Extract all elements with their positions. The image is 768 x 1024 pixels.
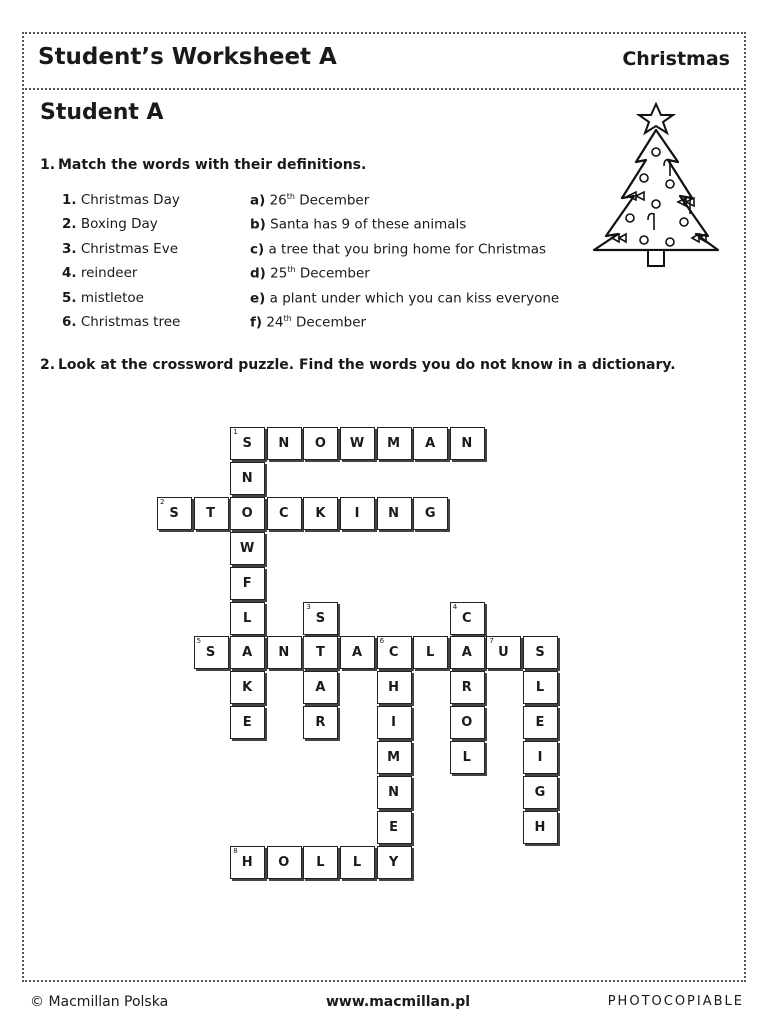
cell-letter: K [315, 505, 327, 521]
term-text: Christmas Day [80, 192, 180, 208]
crossword-cell[interactable] [230, 567, 265, 600]
crossword-cell[interactable] [340, 846, 375, 879]
term-number: 5. [62, 289, 77, 306]
term-text: mistletoe [80, 289, 144, 306]
term-item [62, 241, 178, 259]
footer-copyright: © Macmillan Polska [30, 994, 169, 1010]
crossword-cell[interactable] [377, 636, 412, 669]
cell-letter: H [388, 680, 401, 696]
term-number: 4. [62, 265, 77, 282]
cell-letter: M [387, 750, 402, 766]
cell-letter: T [206, 505, 217, 521]
crossword-cell[interactable] [230, 532, 265, 565]
crossword-cell[interactable] [230, 671, 265, 704]
term-text: Christmas Eve [80, 240, 179, 257]
crossword-cell[interactable] [450, 671, 485, 704]
crossword-cell[interactable] [230, 636, 265, 669]
crossword-cell[interactable] [267, 636, 302, 669]
crossword-cell[interactable] [230, 462, 265, 495]
crossword-cell[interactable] [450, 427, 485, 460]
definition-item [250, 265, 370, 283]
clue-number: 1 [233, 428, 239, 436]
cell-letter: H [241, 854, 254, 870]
definition-letter: b) [250, 216, 266, 233]
definition-item [250, 241, 546, 259]
christmas-tree-icon [588, 100, 730, 272]
crossword-cell[interactable] [377, 706, 412, 739]
cell-letter: L [316, 854, 326, 870]
crossword-cell[interactable] [523, 706, 558, 739]
footer-photocopiable: PHOTOCOPIABLE [607, 994, 744, 1009]
term-text: Christmas tree [80, 314, 181, 330]
cell-letter: E [535, 715, 546, 731]
crossword-cell[interactable] [230, 497, 265, 530]
definition-item [250, 290, 559, 308]
crossword-cell[interactable] [486, 636, 521, 669]
exercise-2-text: Look at the crossword puzzle. Find the words you do not know in a dictionary. [58, 357, 676, 373]
definition-letter: d) [250, 265, 266, 282]
cell-letter: A [425, 436, 437, 451]
definition-item [250, 314, 366, 332]
clue-number: 7 [489, 637, 495, 646]
crossword-cell[interactable] [340, 427, 375, 460]
clue-number: 4 [452, 602, 459, 611]
term-number: 6. [62, 314, 77, 330]
cell-letter: O [241, 505, 254, 521]
cell-letter: G [534, 785, 547, 800]
cell-letter: N [461, 436, 474, 451]
definition-text: Santa has 9 of these animals [270, 216, 467, 233]
crossword-cell[interactable] [377, 671, 412, 704]
crossword-cell[interactable] [450, 636, 485, 669]
definition-item [250, 216, 466, 234]
cell-letter: A [461, 645, 473, 661]
cell-letter: A [315, 680, 327, 696]
cell-letter: A [242, 645, 254, 661]
term-item [62, 192, 180, 210]
cell-letter: A [351, 645, 364, 661]
definition-item [250, 192, 369, 210]
header-divider [22, 88, 746, 90]
cell-letter: N [278, 436, 291, 451]
crossword-cell[interactable] [450, 602, 485, 635]
cell-letter: W [349, 436, 366, 451]
cell-letter: C [388, 645, 400, 661]
exercise-2-instruction [40, 357, 676, 373]
crossword-cell[interactable] [413, 427, 448, 460]
clue-number: 3 [306, 602, 312, 611]
definition-letter: f) [250, 314, 263, 331]
exercise-1-text: Match the words with their definitions. [58, 157, 367, 173]
topic-label: Christmas [622, 48, 730, 70]
definition-letter: a) [250, 192, 266, 209]
crossword-cell[interactable] [230, 427, 265, 460]
exercise-1-number: 1. [40, 157, 56, 173]
crossword-cell[interactable] [303, 636, 338, 669]
crossword-cell[interactable] [230, 706, 265, 739]
crossword-cell[interactable] [303, 671, 338, 704]
ordinal-suffix: th [283, 314, 292, 323]
crossword-cell[interactable] [377, 846, 412, 879]
term-item [62, 290, 144, 308]
cell-letter: N [388, 505, 401, 521]
crossword-cell[interactable] [267, 846, 302, 879]
cell-letter: R [315, 715, 327, 731]
crossword-cell[interactable] [340, 636, 375, 669]
definition-text: a plant under which you can kiss everyone [269, 290, 560, 307]
cell-letter: S [169, 505, 180, 521]
term-number: 3. [62, 240, 77, 257]
cell-letter: N [241, 470, 254, 486]
crossword-cell[interactable] [377, 427, 412, 460]
crossword-cell[interactable] [377, 776, 412, 809]
crossword-cell[interactable] [523, 636, 558, 669]
cell-letter: N [388, 785, 401, 800]
cell-letter: I [391, 715, 398, 731]
crossword-cell[interactable] [377, 811, 412, 844]
cell-letter: F [242, 575, 253, 591]
crossword-cell[interactable] [450, 741, 485, 774]
cell-letter: E [389, 819, 400, 835]
term-number: 2. [62, 216, 77, 233]
exercise-2-number: 2. [40, 357, 56, 373]
term-item [62, 265, 137, 283]
footer-website[interactable]: www.macmillan.pl [326, 994, 471, 1010]
clue-number: 5 [196, 637, 203, 646]
crossword-cell[interactable] [303, 706, 338, 739]
definition-letter: c) [250, 241, 265, 258]
crossword-cell[interactable] [194, 636, 229, 669]
crossword-cell[interactable] [303, 427, 338, 460]
cell-letter: T [315, 645, 326, 661]
term-item [62, 314, 180, 332]
cell-letter: L [352, 854, 363, 870]
crossword-cell[interactable] [523, 776, 558, 809]
crossword-cell[interactable] [523, 671, 558, 704]
definition-text-end: December [295, 265, 370, 282]
clue-number: 6 [379, 637, 386, 646]
crossword-cell[interactable] [230, 602, 265, 635]
cell-letter: K [242, 680, 254, 696]
term-text: reindeer [80, 265, 138, 282]
crossword-cell[interactable] [303, 846, 338, 879]
clue-number: 2 [160, 497, 166, 506]
crossword-cell[interactable] [523, 741, 558, 774]
crossword-cell[interactable] [377, 497, 412, 530]
definition-text-end: December [294, 192, 370, 209]
clue-number: 8 [233, 846, 239, 855]
crossword-cell[interactable] [230, 846, 265, 879]
cell-letter: O [278, 854, 291, 870]
cell-letter: N [278, 645, 291, 661]
cell-letter: R [461, 680, 473, 696]
cell-letter: L [426, 645, 436, 661]
cell-letter: I [537, 750, 544, 766]
crossword-cell[interactable] [450, 706, 485, 739]
crossword-cell[interactable] [267, 497, 302, 530]
cell-letter: M [387, 436, 402, 451]
crossword-cell[interactable] [413, 636, 448, 669]
ordinal-suffix: th [287, 265, 296, 275]
student-heading: Student A [40, 100, 164, 125]
worksheet-title: Student’s Worksheet A [38, 44, 337, 70]
cell-letter: S [535, 645, 546, 661]
cell-letter: L [243, 610, 253, 626]
crossword-cell[interactable] [413, 497, 448, 530]
crossword-cell[interactable] [523, 811, 558, 844]
term-number: 1. [62, 192, 77, 208]
crossword-cell[interactable] [194, 497, 229, 530]
definition-text: a tree that you bring home for Christmas [268, 241, 547, 258]
cell-letter: I [354, 505, 361, 521]
crossword-cell[interactable] [303, 602, 338, 635]
cell-letter: Y [388, 854, 400, 870]
crossword-cell[interactable] [377, 741, 412, 774]
cell-letter: C [462, 610, 473, 626]
cell-letter: O [314, 436, 327, 451]
cell-letter: L [462, 750, 472, 766]
cell-letter: W [240, 540, 256, 556]
cell-letter: U [498, 645, 510, 661]
definition-text-end: December [291, 314, 367, 331]
cell-letter: H [534, 819, 547, 835]
term-item [62, 216, 158, 234]
cell-letter: G [424, 505, 437, 521]
crossword-cell[interactable] [157, 497, 192, 530]
crossword-cell[interactable] [340, 497, 375, 530]
cell-letter: S [315, 610, 327, 626]
crossword-cell[interactable] [303, 497, 338, 530]
cell-letter: E [242, 715, 253, 731]
ordinal-suffix: th [286, 192, 295, 201]
cell-letter: C [279, 505, 290, 521]
exercise-1-instruction [40, 157, 366, 173]
definition-letter: e) [250, 290, 266, 307]
definition-text: 24 [266, 314, 284, 331]
term-text: Boxing Day [80, 216, 158, 233]
cell-letter: S [205, 645, 217, 661]
definition-text: 26 [269, 192, 287, 209]
cell-letter: L [535, 680, 546, 696]
cell-letter: S [242, 436, 253, 451]
cell-letter: O [461, 715, 474, 731]
definition-text: 25 [270, 265, 288, 282]
crossword-cell[interactable] [267, 427, 302, 460]
